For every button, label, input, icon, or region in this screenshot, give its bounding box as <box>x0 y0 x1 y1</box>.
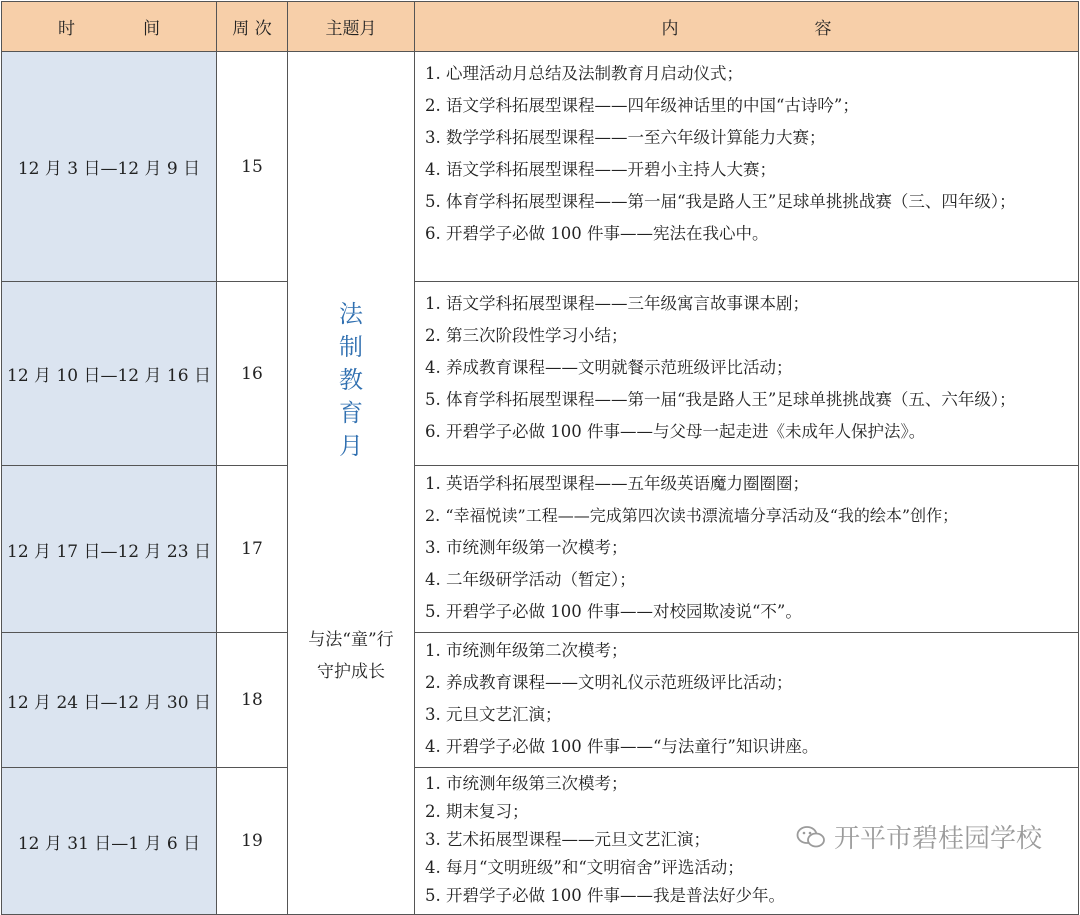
list-item: 4. 养成教育课程——文明就餐示范班级评比活动； <box>425 358 793 377</box>
content-cell <box>415 466 1079 633</box>
list-item: 2. 语文学科拓展型课程——四年级神话里的中国“古诗吟”； <box>425 96 859 115</box>
watermark-text: 开平市碧桂园学校 <box>833 824 1042 854</box>
table-row <box>2 52 1079 282</box>
week-cell: 19 <box>217 768 288 915</box>
theme-title-char: 制 <box>339 333 363 361</box>
wechat-icon <box>796 825 826 849</box>
table-row <box>2 466 1079 633</box>
week-cell: 18 <box>217 633 288 768</box>
time-cell: 12 月 17 日—12 月 23 日 <box>2 466 217 633</box>
watermark <box>796 818 1042 855</box>
theme-title-char: 教 <box>339 366 363 394</box>
theme-subtitle-line: 与法“童”行 <box>308 630 394 650</box>
list-item: 5. 体育学科拓展型课程——第一届“我是路人王”足球单挑挑战赛（三、四年级）； <box>425 192 1016 211</box>
week-cell: 16 <box>217 282 288 466</box>
list-item: 5. 体育学科拓展型课程——第一届“我是路人王”足球单挑挑战赛（五、六年级）； <box>425 390 1016 409</box>
header-theme: 主题月 <box>288 2 415 52</box>
schedule-table <box>1 1 1079 915</box>
table-row <box>2 282 1079 466</box>
theme-title-char: 育 <box>339 399 363 427</box>
theme-subtitle-line: 守护成长 <box>317 662 385 682</box>
list-item: 3. 数学学科拓展型课程——一至六年级计算能力大赛； <box>425 128 826 147</box>
list-item: 1. 市统测年级第三次模考； <box>425 774 628 793</box>
week-cell: 15 <box>217 52 288 282</box>
theme-subtitle <box>288 624 414 688</box>
list-item: 6. 开碧学子必做 100 件事——宪法在我心中。 <box>425 224 769 243</box>
time-cell: 12 月 24 日—12 月 30 日 <box>2 633 217 768</box>
list-item: 2. “幸福悦读”工程——完成第四次读书漂流墙分享活动及“我的绘本”创作； <box>425 506 959 525</box>
content-cell <box>415 282 1079 466</box>
theme-title <box>288 298 414 463</box>
content-cell <box>415 633 1079 768</box>
week-cell: 17 <box>217 466 288 633</box>
header-time: 时 间 <box>2 2 217 52</box>
header-content: 内 容 <box>415 2 1079 52</box>
list-item: 3. 元旦文艺汇演； <box>425 705 562 724</box>
list-item: 6. 开碧学子必做 100 件事——与父母一起走进《未成年人保护法》。 <box>425 422 926 441</box>
list-item: 5. 开碧学子必做 100 件事——对校园欺凌说“不”。 <box>425 602 802 621</box>
time-cell: 12 月 31 日—1 月 6 日 <box>2 768 217 915</box>
list-item: 4. 开碧学子必做 100 件事——“与法童行”知识讲座。 <box>425 737 819 756</box>
time-cell: 12 月 10 日—12 月 16 日 <box>2 282 217 466</box>
time-cell: 12 月 3 日—12 月 9 日 <box>2 52 217 282</box>
list-item: 1. 市统测年级第二次模考； <box>425 641 628 660</box>
content-cell <box>415 52 1079 282</box>
header-week: 周 次 <box>217 2 288 52</box>
list-item: 2. 第三次阶段性学习小结； <box>425 326 628 345</box>
theme-title-char: 月 <box>339 432 363 460</box>
list-item: 5. 开碧学子必做 100 件事——我是普法好少年。 <box>425 886 785 905</box>
theme-cell <box>288 52 415 915</box>
list-item: 4. 二年级研学活动（暂定）； <box>425 570 636 589</box>
list-item: 3. 艺术拓展型课程——元旦文艺汇演； <box>425 830 710 849</box>
header-row <box>2 2 1079 52</box>
list-item: 1. 英语学科拓展型课程——五年级英语魔力圈圈圈； <box>425 474 809 493</box>
list-item: 2. 期末复习； <box>425 802 529 821</box>
list-item: 4. 每月“文明班级”和“文明宿舍”评选活动； <box>425 858 744 877</box>
table-row <box>2 633 1079 768</box>
theme-title-char: 法 <box>339 300 363 328</box>
list-item: 2. 养成教育课程——文明礼仪示范班级评比活动； <box>425 673 793 692</box>
list-item: 3. 市统测年级第一次模考； <box>425 538 628 557</box>
list-item: 1. 心理活动月总结及法制教育月启动仪式； <box>425 64 743 83</box>
list-item: 1. 语文学科拓展型课程——三年级寓言故事课本剧； <box>425 294 809 313</box>
list-item: 4. 语文学科拓展型课程——开碧小主持人大赛； <box>425 160 776 179</box>
